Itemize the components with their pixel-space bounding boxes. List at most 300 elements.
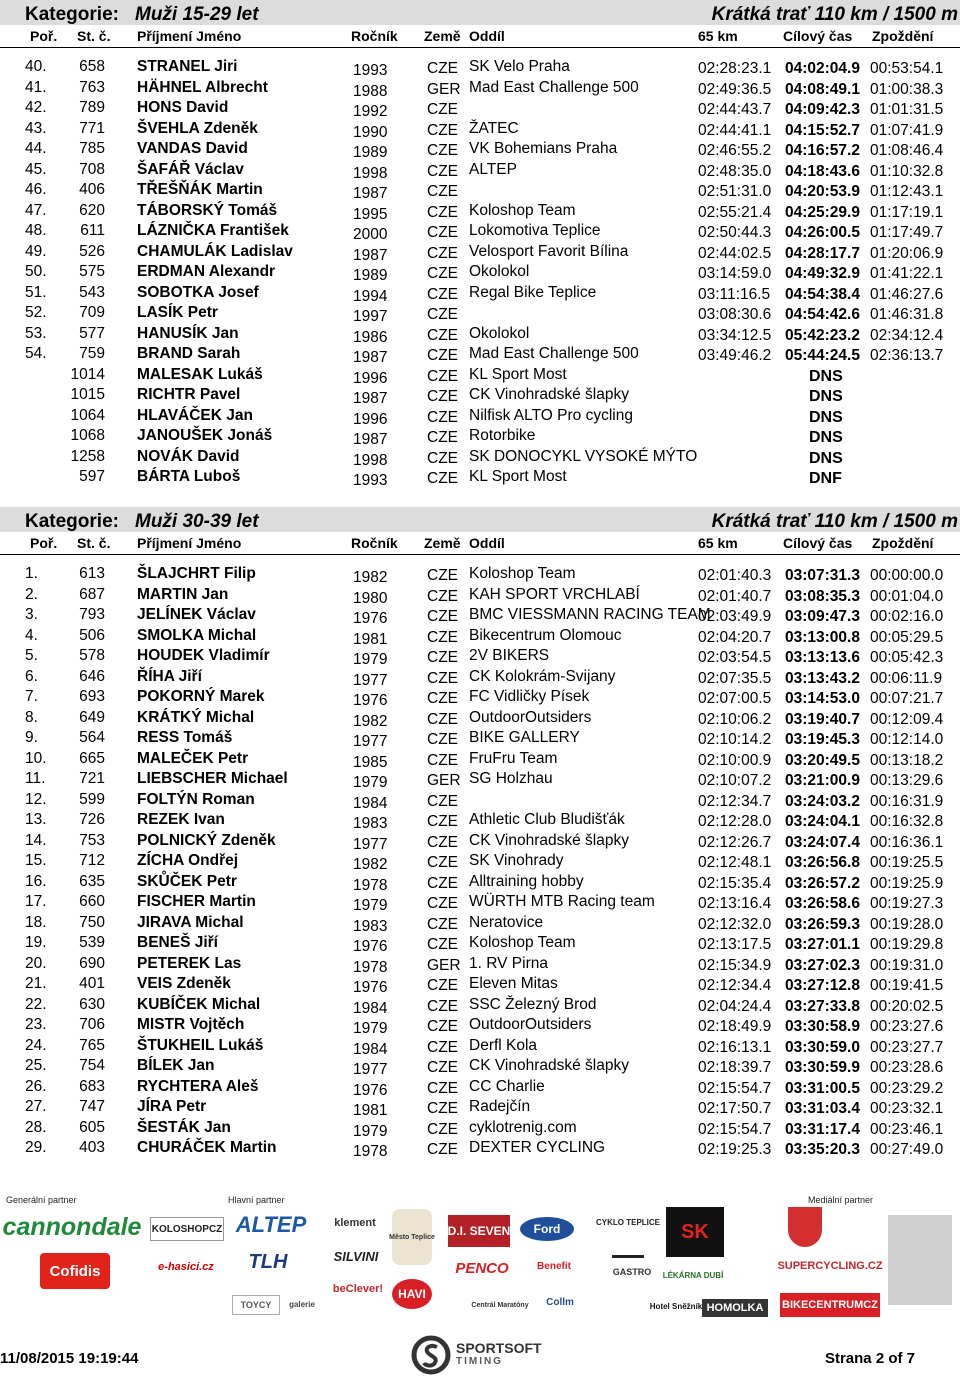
collm-logo: Collm bbox=[546, 1296, 574, 1308]
club-cell: ŽATEC bbox=[469, 119, 519, 137]
country-cell: CZE bbox=[427, 936, 458, 953]
table-row bbox=[0, 57, 960, 78]
club-cell: Rotorbike bbox=[469, 427, 536, 444]
table-row bbox=[0, 1097, 960, 1118]
table-row bbox=[0, 221, 960, 242]
club-cell: DEXTER CYCLING bbox=[469, 1139, 606, 1156]
year-cell: 1987 bbox=[353, 390, 388, 407]
club-cell: CK Vinohradské šlapky bbox=[469, 1057, 629, 1074]
time-65km-cell: 02:10:00.9 bbox=[698, 751, 772, 769]
club-cell: CK Vinohradské šlapky bbox=[469, 831, 629, 849]
time-65km-cell: 02:10:14.2 bbox=[698, 731, 772, 748]
time-65km-cell: 02:04:20.7 bbox=[698, 628, 772, 646]
status-cell: DNF bbox=[809, 470, 842, 487]
header-country: Země bbox=[424, 28, 461, 44]
year-cell: 1979 bbox=[353, 1020, 388, 1037]
name-cell: HOUDEK Vladimír bbox=[137, 647, 270, 664]
country-cell: CZE bbox=[427, 649, 458, 666]
country-cell: CZE bbox=[427, 121, 458, 139]
country-cell: CZE bbox=[427, 587, 458, 605]
finish-time-cell: 03:31:00.5 bbox=[785, 1079, 860, 1097]
rank-cell: 17. bbox=[25, 893, 47, 910]
country-cell: CZE bbox=[427, 710, 458, 728]
year-cell: 2000 bbox=[353, 226, 388, 243]
name-cell: LÁZNIČKA František bbox=[137, 222, 289, 239]
rank-cell: 22. bbox=[25, 995, 47, 1013]
club-cell: OutdoorOutsiders bbox=[469, 1016, 592, 1033]
header-delay: Zpoždění bbox=[872, 28, 934, 44]
club-cell: BMC VIESSMANN RACING TEAM bbox=[469, 606, 711, 623]
sportsoft-logo bbox=[412, 1336, 542, 1374]
club-cell: Nilfisk ALTO Pro cycling bbox=[469, 406, 633, 424]
country-cell: CZE bbox=[427, 792, 458, 810]
name-cell: ŠESTÁK Jan bbox=[137, 1118, 231, 1136]
finish-time-cell: 03:07:31.3 bbox=[785, 567, 860, 584]
finish-time-cell: 05:42:23.2 bbox=[785, 326, 860, 344]
start-number-cell: 750 bbox=[79, 913, 105, 931]
table-row bbox=[0, 954, 960, 975]
delay-cell: 00:27:49.0 bbox=[870, 1141, 944, 1158]
header-club: Oddíl bbox=[469, 535, 505, 551]
table-row bbox=[0, 283, 960, 304]
club-cell: Eleven Mitas bbox=[469, 975, 558, 992]
central-maratony-logo: Centrál Maratóny bbox=[471, 1301, 529, 1309]
delay-cell: 00:06:11.9 bbox=[870, 669, 943, 687]
header-delay: Zpoždění bbox=[872, 535, 934, 551]
rank-cell: 10. bbox=[25, 749, 47, 767]
delay-cell: 00:12:14.0 bbox=[870, 731, 944, 748]
finish-time-cell: 04:54:42.6 bbox=[785, 306, 860, 323]
cyklo-teplice-logo: CYKLO TEPLICE bbox=[596, 1217, 661, 1227]
start-number-cell: 789 bbox=[79, 99, 105, 116]
delay-cell: 00:23:32.1 bbox=[870, 1100, 944, 1117]
name-cell: ZÍCHA Ondřej bbox=[137, 852, 239, 869]
rank-cell: 28. bbox=[25, 1118, 47, 1136]
country-cell: CZE bbox=[427, 813, 458, 830]
table-row bbox=[0, 687, 960, 708]
rank-cell: 16. bbox=[25, 872, 47, 890]
delay-cell: 00:05:42.3 bbox=[870, 649, 944, 666]
rank-cell: 25. bbox=[25, 1057, 47, 1074]
bikecentrum-logo: BIKECENTRUMCZ bbox=[780, 1293, 880, 1317]
delay-cell: 00:19:29.8 bbox=[870, 936, 944, 953]
year-cell: 1979 bbox=[353, 774, 388, 791]
year-cell: 1983 bbox=[353, 815, 388, 832]
time-65km-cell: 02:50:44.3 bbox=[698, 224, 772, 241]
header-country: Země bbox=[424, 535, 461, 551]
year-cell: 1986 bbox=[353, 328, 388, 346]
table-row bbox=[0, 139, 960, 160]
country-cell: CZE bbox=[427, 1141, 458, 1158]
rank-cell: 1. bbox=[25, 565, 38, 582]
country-cell: CZE bbox=[427, 997, 458, 1015]
page-footer bbox=[0, 1336, 960, 1376]
time-65km-cell: 02:16:13.1 bbox=[698, 1038, 772, 1056]
name-cell: TŘEŠŇÁK Martin bbox=[137, 181, 263, 198]
category-section bbox=[0, 507, 960, 1159]
time-65km-cell: 02:12:28.0 bbox=[698, 813, 772, 830]
delay-cell: 00:19:28.0 bbox=[870, 915, 944, 933]
country-cell: CZE bbox=[427, 429, 458, 446]
table-row bbox=[0, 180, 960, 201]
year-cell: 1978 bbox=[353, 958, 388, 976]
name-cell: FOLTÝN Roman bbox=[137, 790, 255, 808]
name-cell: VEIS Zdeněk bbox=[137, 975, 231, 992]
country-cell: CZE bbox=[427, 977, 458, 994]
time-65km-cell: 02:13:17.5 bbox=[698, 936, 772, 953]
table-row bbox=[0, 201, 960, 222]
club-cell: KAH SPORT VRCHLABÍ bbox=[469, 585, 640, 603]
delay-cell: 00:02:16.0 bbox=[870, 608, 944, 625]
club-cell: Mad East Challenge 500 bbox=[469, 345, 639, 362]
name-cell: SOBOTKA Josef bbox=[137, 283, 259, 301]
delay-cell: 01:00:38.3 bbox=[870, 80, 944, 98]
klement-logo: klement bbox=[334, 1217, 376, 1229]
sk-logo: SK bbox=[666, 1207, 724, 1257]
rank-cell: 43. bbox=[25, 119, 47, 137]
start-number-cell: 401 bbox=[79, 975, 105, 992]
rank-cell: 12. bbox=[25, 790, 47, 808]
delay-cell: 00:23:28.6 bbox=[870, 1059, 944, 1076]
finish-time-cell: 04:09:42.3 bbox=[785, 101, 860, 118]
page-number: Strana 2 of 7 bbox=[824, 1350, 915, 1367]
country-cell: CZE bbox=[427, 731, 458, 748]
delay-cell: 01:12:43.1 bbox=[870, 183, 944, 200]
ford-logo: Ford bbox=[520, 1217, 574, 1241]
country-cell: CZE bbox=[427, 895, 458, 912]
year-cell: 1996 bbox=[353, 410, 388, 428]
table-row bbox=[0, 78, 960, 99]
year-cell: 1995 bbox=[353, 205, 388, 223]
name-cell: MALEČEK Petr bbox=[137, 749, 249, 767]
start-number-cell: 658 bbox=[79, 58, 105, 75]
start-number-cell: 754 bbox=[79, 1057, 105, 1074]
table-row bbox=[0, 303, 960, 324]
table-row bbox=[0, 626, 960, 647]
header-year: Ročník bbox=[351, 28, 398, 44]
country-cell: CZE bbox=[427, 162, 458, 180]
media-square-icon bbox=[888, 1215, 952, 1305]
year-cell: 1982 bbox=[353, 856, 388, 873]
benefit-logo: Benefit bbox=[537, 1260, 571, 1272]
delay-cell: 00:19:25.5 bbox=[870, 854, 944, 871]
finish-time-cell: 04:18:43.6 bbox=[785, 162, 860, 180]
country-cell: CZE bbox=[427, 915, 458, 933]
rank-cell: 21. bbox=[25, 975, 47, 992]
club-cell: WÜRTH MTB Racing team bbox=[469, 893, 655, 910]
start-number-cell: 712 bbox=[79, 852, 105, 869]
finish-time-cell: 03:30:59.9 bbox=[785, 1059, 860, 1076]
name-cell: PETEREK Las bbox=[137, 954, 242, 972]
homolka-logo: HOMOLKA bbox=[702, 1299, 768, 1317]
supercycling-logo: SUPERCYCLING.CZ bbox=[777, 1260, 883, 1272]
rank-cell: 26. bbox=[25, 1077, 47, 1095]
time-65km-cell: 02:51:31.0 bbox=[698, 183, 772, 200]
finish-time-cell: 04:25:29.9 bbox=[785, 203, 860, 221]
year-cell: 1976 bbox=[353, 938, 388, 955]
club-cell: Koloshop Team bbox=[469, 565, 576, 582]
time-65km-cell: 02:07:35.5 bbox=[698, 669, 772, 687]
race-name: Krátká trať 110 km / 1500 m bbox=[711, 511, 958, 532]
rank-cell: 41. bbox=[25, 78, 47, 96]
finish-time-cell: 04:28:17.7 bbox=[785, 244, 860, 262]
rank-cell: 27. bbox=[25, 1098, 47, 1115]
name-cell: ŠLAJCHRT Filip bbox=[137, 565, 256, 582]
country-cell: CZE bbox=[427, 567, 458, 584]
country-cell: CZE bbox=[427, 1018, 458, 1035]
name-cell: RESS Tomáš bbox=[137, 729, 233, 746]
year-cell: 1977 bbox=[353, 671, 388, 689]
start-number-cell: 564 bbox=[79, 729, 105, 746]
club-cell: SK DONOCYKL VYSOKÉ MÝTO bbox=[469, 447, 698, 465]
category-label: Kategorie: bbox=[25, 4, 119, 25]
country-cell: CZE bbox=[427, 367, 458, 385]
country-cell: CZE bbox=[427, 751, 458, 769]
finish-time-cell: 03:31:17.4 bbox=[785, 1120, 860, 1138]
delay-cell: 02:36:13.7 bbox=[870, 347, 944, 364]
finish-time-cell: 03:24:03.2 bbox=[785, 792, 860, 810]
country-cell: CZE bbox=[427, 854, 458, 871]
finish-time-cell: 04:02:04.9 bbox=[785, 60, 860, 77]
year-cell: 1987 bbox=[353, 431, 388, 448]
time-65km-cell: 02:49:36.5 bbox=[698, 80, 772, 98]
year-cell: 1994 bbox=[353, 287, 388, 305]
table-row bbox=[0, 467, 960, 488]
year-cell: 1988 bbox=[353, 82, 388, 100]
year-cell: 1985 bbox=[353, 753, 388, 771]
name-cell: SKŮČEK Petr bbox=[137, 872, 237, 890]
start-number-cell: 759 bbox=[79, 345, 105, 362]
hotel-sneznik-logo: Hotel Sněžník bbox=[649, 1301, 703, 1311]
delay-cell: 00:23:29.2 bbox=[870, 1079, 944, 1097]
country-cell: GER bbox=[427, 956, 461, 974]
header-65km: 65 km bbox=[698, 28, 738, 44]
year-cell: 1982 bbox=[353, 569, 388, 586]
club-cell: cyklotrenig.com bbox=[469, 1118, 577, 1136]
time-65km-cell: 02:01:40.3 bbox=[698, 567, 772, 584]
time-65km-cell: 02:28:23.1 bbox=[698, 60, 772, 77]
name-cell: KUBÍČEK Michal bbox=[137, 995, 261, 1013]
silvini-logo: SILVINI bbox=[333, 1248, 379, 1264]
delay-cell: 02:34:12.4 bbox=[870, 326, 944, 344]
club-cell: SG Holzhau bbox=[469, 770, 553, 787]
start-number-cell: 1014 bbox=[70, 365, 105, 383]
name-cell: STRANEL Jiri bbox=[137, 58, 238, 75]
table-row bbox=[0, 324, 960, 345]
koloshop-logo: KOLOSHOPCZ bbox=[150, 1217, 224, 1241]
table-row bbox=[0, 892, 960, 913]
table-row bbox=[0, 585, 960, 606]
time-65km-cell: 02:17:50.7 bbox=[698, 1100, 772, 1117]
finish-time-cell: 03:26:59.3 bbox=[785, 915, 860, 933]
cofidis-logo: Cofidis bbox=[40, 1253, 110, 1289]
start-number-cell: 683 bbox=[79, 1077, 105, 1095]
year-cell: 1977 bbox=[353, 835, 388, 853]
start-number-cell: 721 bbox=[79, 770, 105, 787]
name-cell: MISTR Vojtěch bbox=[137, 1016, 245, 1033]
results-table bbox=[0, 57, 960, 488]
club-cell: CK Kolokrám-Svijany bbox=[469, 667, 616, 685]
finish-time-cell: 04:15:52.7 bbox=[785, 121, 860, 139]
name-cell: JANOUŠEK Jonáš bbox=[137, 427, 273, 444]
table-row bbox=[0, 242, 960, 263]
country-cell: CZE bbox=[427, 224, 458, 241]
start-number-cell: 765 bbox=[79, 1036, 105, 1054]
country-cell: CZE bbox=[427, 408, 458, 426]
country-cell: CZE bbox=[427, 326, 458, 344]
delay-cell: 01:20:06.9 bbox=[870, 244, 944, 262]
country-cell: CZE bbox=[427, 1059, 458, 1076]
finish-time-cell: 03:20:49.5 bbox=[785, 751, 860, 769]
year-cell: 1993 bbox=[353, 62, 388, 79]
year-cell: 1976 bbox=[353, 1081, 388, 1099]
start-number-cell: 646 bbox=[79, 667, 105, 685]
year-cell: 1989 bbox=[353, 144, 388, 161]
finish-time-cell: 03:13:13.6 bbox=[785, 649, 860, 666]
finish-time-cell: 03:19:40.7 bbox=[785, 710, 860, 728]
time-65km-cell: 02:04:24.4 bbox=[698, 997, 772, 1015]
cyclist-icon bbox=[612, 1235, 644, 1258]
start-number-cell: 543 bbox=[79, 283, 105, 301]
diseven-logo: D.I. SEVEN bbox=[448, 1215, 510, 1247]
year-cell: 1983 bbox=[353, 917, 388, 935]
name-cell: ŠVEHLA Zdeněk bbox=[137, 119, 258, 137]
rank-cell: 52. bbox=[25, 304, 47, 321]
start-number-cell: 753 bbox=[79, 831, 105, 849]
name-cell: ŠTUKHEIL Lukáš bbox=[137, 1036, 264, 1054]
country-cell: CZE bbox=[427, 142, 458, 159]
galerie-logo: galerie bbox=[289, 1299, 315, 1309]
start-number-cell: 635 bbox=[79, 872, 105, 890]
start-number-cell: 649 bbox=[79, 708, 105, 726]
start-number-cell: 620 bbox=[79, 201, 105, 219]
year-cell: 1976 bbox=[353, 610, 388, 627]
name-cell: BENEŠ Jiří bbox=[137, 934, 218, 951]
delay-cell: 01:17:19.1 bbox=[870, 203, 944, 221]
start-number-cell: 693 bbox=[79, 688, 105, 705]
rank-cell: 5. bbox=[25, 647, 38, 664]
rank-cell: 54. bbox=[25, 345, 47, 362]
year-cell: 1979 bbox=[353, 1122, 388, 1140]
finish-time-cell: 03:30:59.0 bbox=[785, 1038, 860, 1056]
finish-time-cell: 03:14:53.0 bbox=[785, 690, 860, 707]
start-number-cell: 665 bbox=[79, 749, 105, 767]
finish-time-cell: 03:13:00.8 bbox=[785, 628, 860, 646]
time-65km-cell: 02:12:34.7 bbox=[698, 792, 772, 810]
print-timestamp: 11/08/2015 19:19:44 bbox=[0, 1350, 139, 1367]
table-row bbox=[0, 605, 960, 626]
table-row bbox=[0, 810, 960, 831]
table-row bbox=[0, 933, 960, 954]
finish-time-cell: 05:44:24.5 bbox=[785, 347, 860, 364]
start-number-cell: 539 bbox=[79, 934, 105, 951]
name-cell: ERDMAN Alexandr bbox=[137, 263, 276, 280]
name-cell: BÁRTA Luboš bbox=[137, 468, 241, 485]
delay-cell: 01:41:22.1 bbox=[870, 265, 944, 282]
rank-cell: 47. bbox=[25, 201, 47, 219]
time-65km-cell: 02:10:06.2 bbox=[698, 710, 772, 728]
havi-logo: HAVI bbox=[392, 1279, 432, 1309]
time-65km-cell: 02:03:54.5 bbox=[698, 649, 772, 666]
delay-cell: 00:19:25.9 bbox=[870, 874, 944, 892]
country-cell: CZE bbox=[427, 306, 458, 323]
start-number-cell: 708 bbox=[79, 160, 105, 178]
start-number-cell: 1258 bbox=[70, 447, 105, 465]
start-number-cell: 706 bbox=[79, 1016, 105, 1033]
delay-cell: 00:23:27.6 bbox=[870, 1018, 944, 1035]
finish-time-cell: 04:16:57.2 bbox=[785, 142, 860, 159]
name-cell: JIRAVA Michal bbox=[137, 913, 244, 931]
start-number-cell: 1064 bbox=[70, 406, 105, 424]
start-number-cell: 709 bbox=[79, 304, 105, 321]
table-row bbox=[0, 406, 960, 427]
club-cell: 1. RV Pirna bbox=[469, 954, 548, 972]
start-number-cell: 578 bbox=[79, 647, 105, 664]
name-cell: CHURÁČEK Martin bbox=[137, 1139, 277, 1156]
delay-cell: 01:10:32.8 bbox=[870, 162, 944, 180]
delay-cell: 00:00:00.0 bbox=[870, 567, 944, 584]
name-cell: LASÍK Petr bbox=[137, 304, 218, 321]
status-cell: DNS bbox=[809, 367, 843, 385]
start-number-cell: 660 bbox=[79, 893, 105, 910]
time-65km-cell: 03:49:46.2 bbox=[698, 347, 772, 364]
year-cell: 1979 bbox=[353, 897, 388, 914]
year-cell: 1987 bbox=[353, 185, 388, 202]
club-cell: Mad East Challenge 500 bbox=[469, 78, 639, 96]
delay-cell: 00:19:27.3 bbox=[870, 895, 944, 912]
rank-cell: 42. bbox=[25, 99, 47, 116]
club-cell: Athletic Club Bludišťák bbox=[469, 811, 625, 828]
finish-time-cell: 04:08:49.1 bbox=[785, 80, 860, 98]
rank-cell: 15. bbox=[25, 852, 47, 869]
country-cell: GER bbox=[427, 80, 461, 98]
header-start-number: St. č. bbox=[77, 535, 111, 551]
time-65km-cell: 03:11:16.5 bbox=[698, 285, 771, 303]
club-cell: Velosport Favorit Bílina bbox=[469, 242, 629, 260]
year-cell: 1992 bbox=[353, 103, 388, 120]
delay-cell: 00:16:31.9 bbox=[870, 792, 944, 810]
table-row bbox=[0, 1056, 960, 1077]
category-name: Muži 30-39 let bbox=[135, 511, 259, 532]
delay-cell: 01:17:49.7 bbox=[870, 224, 944, 241]
status-cell: DNS bbox=[809, 388, 843, 405]
club-cell: Bikecentrum Olomouc bbox=[469, 626, 622, 644]
year-cell: 1976 bbox=[353, 692, 388, 709]
start-number-cell: 726 bbox=[79, 811, 105, 828]
country-cell: CZE bbox=[427, 1100, 458, 1117]
table-row bbox=[0, 365, 960, 386]
main-partner-label: Hlavní partner bbox=[228, 1195, 285, 1205]
delay-cell: 00:07:21.7 bbox=[870, 690, 944, 707]
rank-cell: 4. bbox=[25, 626, 38, 644]
name-cell: JELÍNEK Václav bbox=[137, 606, 256, 623]
tlh-logo: TLH bbox=[248, 1250, 288, 1273]
start-number-cell: 599 bbox=[79, 790, 105, 808]
table-row bbox=[0, 708, 960, 729]
header-name: Příjmení Jméno bbox=[137, 28, 242, 44]
name-cell: POKORNÝ Marek bbox=[137, 688, 265, 705]
finish-time-cell: 04:20:53.9 bbox=[785, 183, 860, 200]
rank-cell: 11. bbox=[25, 770, 46, 787]
finish-time-cell: 04:26:00.5 bbox=[785, 224, 860, 241]
club-cell: BIKE GALLERY bbox=[469, 729, 580, 746]
time-65km-cell: 02:15:34.9 bbox=[698, 956, 772, 974]
finish-time-cell: 03:26:57.2 bbox=[785, 874, 860, 892]
name-cell: VANDAS David bbox=[137, 140, 248, 157]
rank-cell: 29. bbox=[25, 1139, 47, 1156]
year-cell: 1987 bbox=[353, 349, 388, 366]
time-65km-cell: 02:15:54.7 bbox=[698, 1079, 772, 1097]
